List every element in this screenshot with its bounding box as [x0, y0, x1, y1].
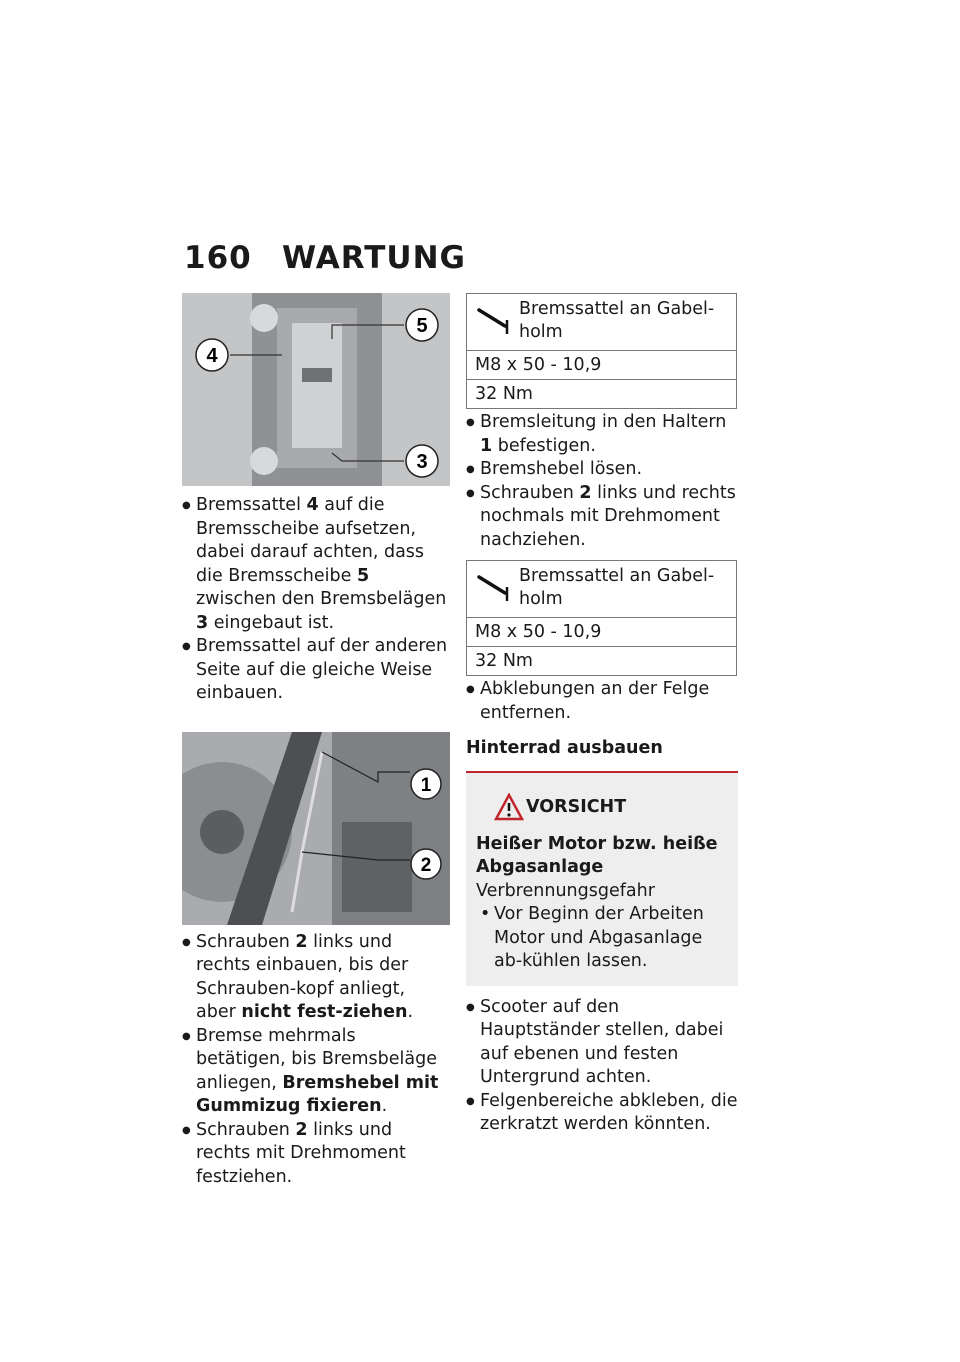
torque-label-row: Bremssattel an Gabel-holm: [467, 294, 736, 350]
callout-4: [196, 339, 228, 371]
fork-brake-line-figure: [182, 732, 450, 925]
list-item: ● Bremsleitung in den Haltern 1 befestigen.: [466, 411, 738, 458]
list-item: ● Bremshebel lösen.: [466, 458, 738, 482]
svg-text:2: 2: [420, 854, 432, 876]
svg-text:4: 4: [206, 345, 218, 367]
list-item: • Vor Beginn der Arbeiten Motor und Abgasanlage ab-kühlen lassen.: [476, 903, 728, 974]
torque-spec: M8 x 50 - 10,9: [467, 617, 736, 646]
list-item: ● Bremssattel 4 auf die Bremsscheibe aufsetzen, dabei darauf achten, dass die Bremsscheibe 5 zwischen den Bremsbelägen 3 eingebaut ist.: [182, 494, 450, 635]
warning-triangle-icon: [494, 793, 524, 821]
warning-measures: [476, 903, 728, 974]
list-item: ● Scooter auf den Hauptständer stellen, dabei auf ebenen und festen Untergrund achten.: [466, 996, 738, 1090]
callout-2: [411, 849, 441, 879]
list-item: ● Schrauben 2 links und rechts nochmals mit Drehmoment nachziehen.: [466, 482, 738, 553]
list-item: ● Felgenbereiche abkleben, die zerkratzt werden könnten.: [466, 1090, 738, 1137]
steps-list-c: [466, 411, 738, 552]
torque-table-2: [466, 560, 737, 676]
callout-5: [406, 309, 438, 341]
torque-value: 32 Nm: [467, 646, 736, 675]
page-number: 160: [184, 240, 252, 276]
torque-spec: M8 x 50 - 10,9: [467, 350, 736, 379]
list-item: ● Bremse mehrmals betätigen, bis Bremsbeläge anliegen, Bremshebel mit Gummizug fixieren.: [182, 1025, 450, 1119]
steps-list-e: [466, 996, 738, 1137]
warning-box: [466, 773, 738, 986]
svg-text:5: 5: [416, 315, 428, 337]
left-column: [182, 293, 450, 1189]
wrench-icon: [477, 306, 511, 336]
warning-hazard: Heißer Motor bzw. heiße Abgasanlage: [476, 833, 718, 877]
steps-list-a: [182, 494, 450, 706]
list-item: ● Abklebungen an der Felge entfernen.: [466, 678, 738, 725]
page-header: [184, 240, 466, 276]
callout-1: [411, 769, 441, 799]
page-title: WARTUNG: [282, 240, 466, 276]
svg-text:3: 3: [416, 451, 428, 473]
warning-consequence: Verbrennungsgefahr: [476, 880, 655, 901]
warning-header: [476, 787, 728, 827]
svg-text:1: 1: [420, 774, 432, 796]
steps-list-b: [182, 931, 450, 1190]
wrench-icon: [477, 573, 511, 603]
right-column: [466, 293, 738, 1137]
list-item: ● Bremssattel auf der anderen Seite auf die gleiche Weise einbauen.: [182, 635, 450, 706]
section-heading: Hinterrad ausbauen: [466, 737, 738, 773]
list-item: ● Schrauben 2 links und rechts einbauen, bis der Schrauben-kopf anliegt, aber nicht fest-ziehen.: [182, 931, 450, 1025]
list-item: ● Schrauben 2 links und rechts mit Drehmoment festziehen.: [182, 1119, 450, 1190]
torque-value: 32 Nm: [467, 379, 736, 408]
torque-label-row: Bremssattel an Gabel-holm: [467, 561, 736, 617]
torque-table-1: [466, 293, 737, 409]
steps-list-d: [466, 678, 738, 725]
callout-3: [406, 445, 438, 477]
warning-label: VORSICHT: [526, 796, 627, 817]
brake-caliper-figure: [182, 293, 450, 486]
